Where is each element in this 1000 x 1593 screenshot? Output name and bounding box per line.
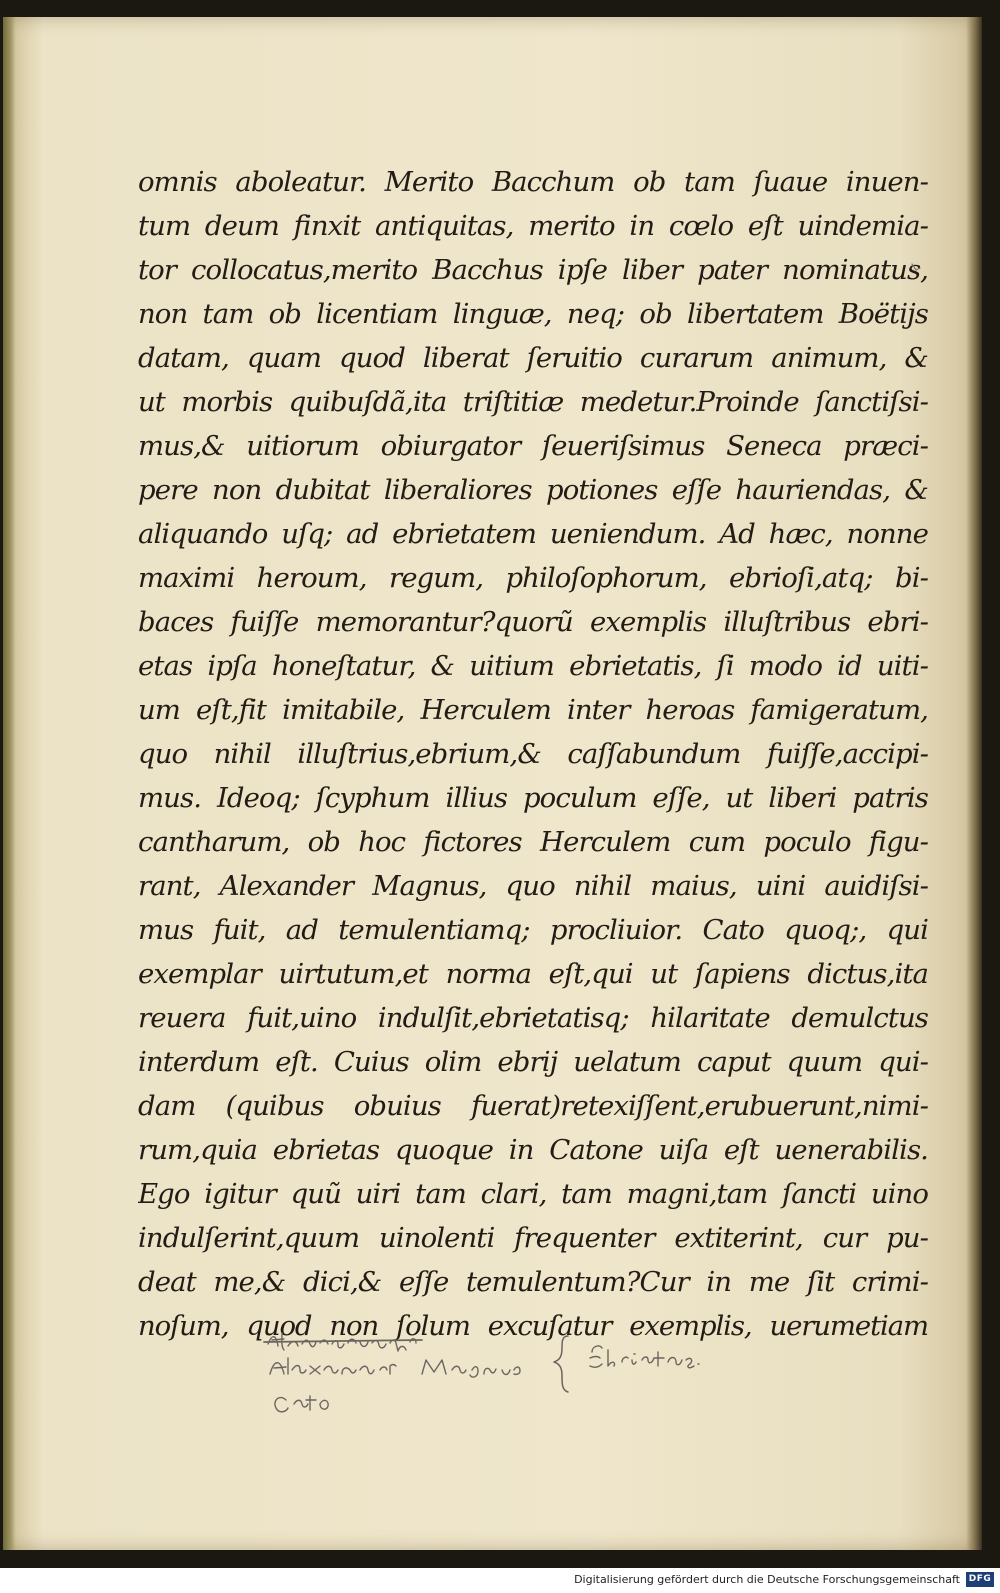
text-line: indulſerint,quum uinolenti frequenter extiterint, cur pu-: [138, 1222, 928, 1254]
text-line: mus. Ideoq; ſcyphum illius poculum eſſe, ut liberi patris: [138, 782, 928, 814]
text-line: deat me,& dici,& eſſe temulentum?Cur in me ſit crimi-: [138, 1266, 928, 1298]
text-line: interdum eſt. Cuius olim ebrij uelatum caput quum qui-: [138, 1046, 928, 1078]
text-line: rum,quia ebrietas quoque in Catone uiſa eſt uenerabilis.: [138, 1134, 928, 1166]
handwritten-marginalia: [262, 1330, 732, 1420]
text-line: um eſt,fit imitabile, Herculem inter heroas famigeratum,: [138, 694, 928, 726]
text-line: maximi heroum, regum, philoſophorum, ebrioſi,atq; bi-: [138, 562, 928, 594]
digitization-footer: [0, 1568, 1000, 1593]
funding-credit: Digitalisierung gefördert durch die Deutsche Forschungsgemeinschaft: [574, 1573, 960, 1586]
page-gutter-left: [3, 17, 15, 1550]
text-line: non tam ob licentiam linguæ, neq; ob libertatem Boëtijs: [138, 298, 928, 330]
text-line: baces fuiſſe memorantur?quorũ exemplis illuſtribus ebri-: [138, 606, 928, 638]
text-line: quo nihil illuſtrius,ebrium,& caſſabundum fuiſſe,accipi-: [138, 738, 928, 770]
text-line: aliquando uſq; ad ebrietatem ueniendum. Ad hæc, nonne: [138, 518, 928, 550]
text-line: noſum, quod non ſolum excuſatur exemplis, uerumetiam: [138, 1310, 928, 1342]
text-line: exemplar uirtutum,et norma eſt,qui ut ſapiens dictus,ita: [138, 958, 928, 990]
latin-text-block: [138, 160, 928, 1348]
pencil-tick-mark: [910, 262, 922, 272]
text-line: etas ipſa honeſtatur, & uitium ebrietatis, ſi modo id uiti-: [138, 650, 928, 682]
dfg-logo: DFG: [966, 1572, 994, 1587]
text-line: cantharum, ob hoc fictores Herculem cum poculo figu-: [138, 826, 928, 858]
text-line: Ego igitur quũ uiri tam clari, tam magni,tam ſancti uino: [138, 1178, 928, 1210]
text-line: tor collocatus,merito Bacchus ipſe liber pater nominatus,: [138, 254, 928, 286]
text-line: mus,& uitiorum obiurgator ſeueriſsimus Seneca præci-: [138, 430, 928, 462]
text-line: datam, quam quod liberat ſeruitio curarum animum, &: [138, 342, 928, 374]
text-line: tum deum finxit antiquitas, merito in cœlo eſt uindemia-: [138, 210, 928, 242]
text-line: rant, Alexander Magnus, quo nihil maius, uini auidiſsi-: [138, 870, 928, 902]
text-line: reuera fuit,uino indulſit,ebrietatisq; hilaritate demulctus: [138, 1002, 928, 1034]
text-line: pere non dubitat liberaliores potiones eſſe hauriendas, &: [138, 474, 928, 506]
text-line: dam (quibus obuius fuerat)retexiſſent,erubuerunt,nimi-: [138, 1090, 928, 1122]
text-line: mus fuit, ad temulentiamq; procliuior. Cato quoq;, qui: [138, 914, 928, 946]
text-line: omnis aboleatur. Merito Bacchum ob tam ſuaue inuen-: [138, 166, 928, 198]
page-edge-right: [966, 17, 982, 1550]
text-line: ut morbis quibuſdã,ita triſtitiæ medetur.Proinde ſanctiſsi-: [138, 386, 928, 418]
